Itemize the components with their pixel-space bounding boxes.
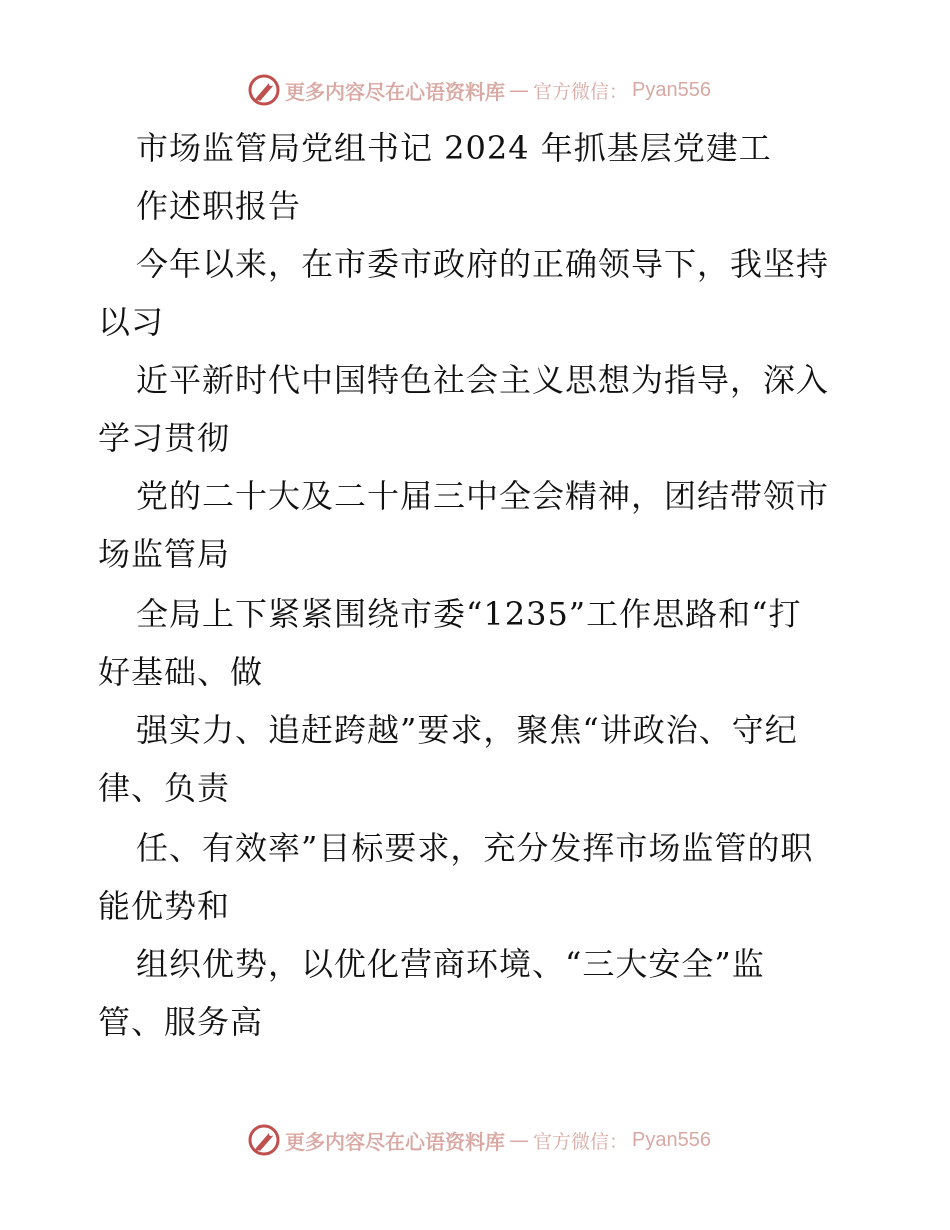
paragraph-line: 组织优势，以优化营商环境、“三大安全”监 [136, 945, 765, 983]
footer-watermark [0, 1120, 950, 1160]
watermark-wechat-label: 官方微信： [533, 80, 629, 103]
header-watermark-content [247, 73, 711, 107]
paragraph-line: 党的二十大及二十届三中全会精神，团结带领市 [136, 477, 830, 515]
watermark-wechat-label: 官方微信： [533, 1130, 629, 1153]
footer-watermark-content [247, 1123, 711, 1157]
paragraph-line: 学习贯彻 [98, 419, 231, 457]
paragraph-line: 能优势和 [98, 887, 231, 925]
paragraph-line: 强实力、追赶跨越”要求，聚焦“讲政治、守纪 [136, 711, 798, 749]
watermark-slogan: 更多内容尽在心语资料库 [285, 1129, 505, 1154]
paragraph-line: 律、负责 [98, 769, 231, 807]
paragraph-line: 任、有效率”目标要求，充分发挥市场监管的职 [136, 829, 814, 867]
watermark-separator: — [509, 1128, 529, 1152]
paragraph-line: 场监管局 [98, 535, 231, 573]
paragraph-line: 管、服务高 [98, 1003, 264, 1041]
title-line-1: 市场监管局党组书记 2024 年抓基层党建工 [136, 129, 772, 167]
paragraph-line: 好基础、做 [98, 653, 264, 691]
header-watermark [0, 70, 950, 110]
watermark-wechat-id: Pyan556 [632, 78, 711, 101]
paragraph-line: 以习 [98, 303, 165, 341]
watermark-separator: — [509, 78, 529, 102]
watermark-wechat-id: Pyan556 [632, 1128, 711, 1151]
paragraph-line: 近平新时代中国特色社会主义思想为指导，深入 [136, 361, 830, 399]
pen-logo-icon [247, 73, 281, 107]
paragraph-line: 今年以来，在市委市政府的正确领导下，我坚持 [136, 245, 830, 283]
paragraph-line: 全局上下紧紧围绕市委“1235”工作思路和“打 [136, 595, 802, 633]
watermark-slogan: 更多内容尽在心语资料库 [285, 79, 505, 104]
title-line-2: 作述职报告 [136, 187, 302, 225]
pen-logo-icon [247, 1123, 281, 1157]
